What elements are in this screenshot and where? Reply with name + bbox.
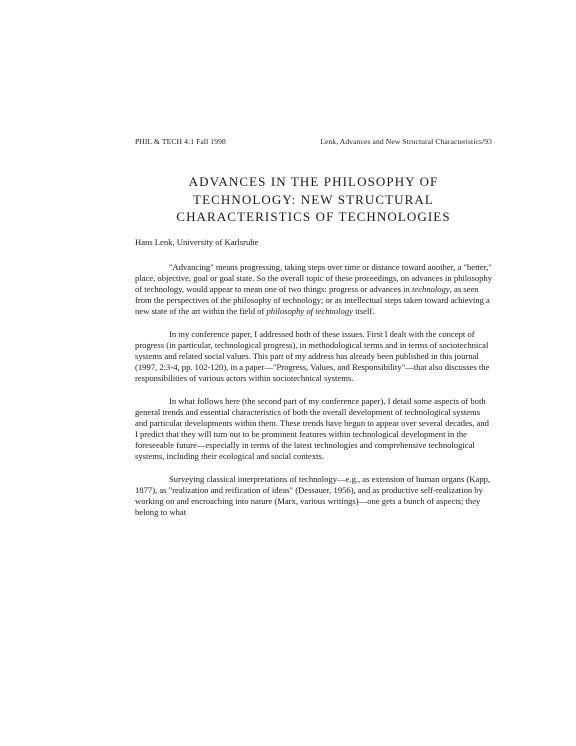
paragraph-2: In my conference paper, I addressed both of these issues. First I dealt with the concept of progress (in particular, technological progress), in methodological terms and in terms of sociotechnical systems and related social values. This part of my address has already been published in this journal (1997, 2:3-4, pp. 102-120), in a paper—"Progress, Values, and Responsibility"—that also discusses the responsibilities of various actors within sociotechnical systems.	[135, 329, 490, 383]
journal-citation: PHIL & TECH 4:1 Fall 1998	[135, 137, 226, 146]
paragraph-3: In what follows here (the second part of my conference paper), I detail some aspects of both general trends and essential characteristics of both the overall development of technological systems and particular developments within them. These trends have begun to appear over several decades, and I predict that they will turn out to be prominent features within technological development in the foreseeable future—especially in terms of the latest technologies and comprehensive technological systems, including their ecological and social contexts.	[135, 396, 489, 461]
paragraph-1-text-c: , as seen from the perspectives of the philosophy of technology; or as intellectual steps taken toward achieving a new state of the art within the field of	[135, 284, 490, 316]
title-line-3: CHARACTERISTICS OF TECHNOLOGIES	[176, 209, 451, 224]
title-line-1: ADVANCES IN THE PHILOSOPHY OF	[188, 174, 439, 189]
article-body	[135, 262, 492, 530]
running-title: Lenk, Advances and New Structural Characteristics/93	[320, 137, 492, 146]
paragraph-1-text-e: itself.	[352, 306, 375, 316]
paragraph-1	[135, 262, 492, 317]
article-title	[135, 173, 492, 226]
paragraph-4: Surveying classical interpretations of technology—e.g., as extension of human organs (Kapp, 1877), as "realization and reification of ideas" (Dessauer, 1956), and as productive self-realization by working on and encroaching into nature (Marx, various writings)—one gets a bunch of aspects; they belong to what	[135, 474, 491, 517]
running-header	[135, 137, 492, 146]
emphasis-technology: technology	[412, 284, 450, 294]
author-line: Hans Lenk, University of Karlsruhe	[135, 237, 259, 247]
emphasis-philosophy-of-technology: philosophy of technology	[266, 306, 353, 316]
title-line-2: TECHNOLOGY: NEW STRUCTURAL	[193, 191, 434, 207]
paragraph-1-text-a: "Advancing" means progressing, taking steps over time or distance toward another, a "better," place, objective, goal or goal state. So the overall topic of these proceedings, on advances in philosophy of technology, would appear to mean one of two things: progress or advances in	[135, 262, 493, 294]
